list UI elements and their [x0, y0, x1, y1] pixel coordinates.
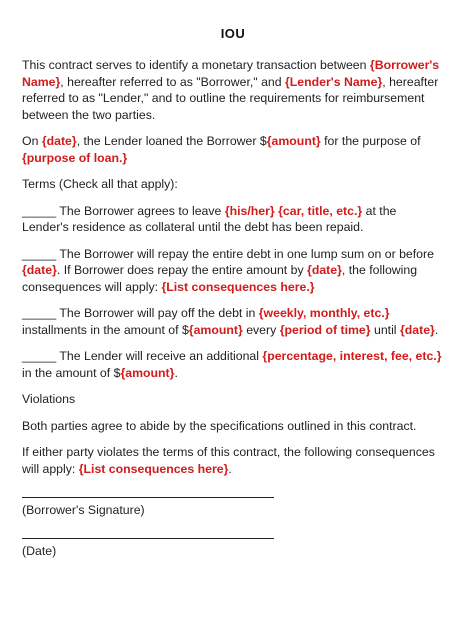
violation-consequences-placeholder: {List consequences here}: [78, 461, 229, 476]
installment-date-placeholder: {date}: [399, 322, 435, 337]
intro-paragraph: [22, 57, 444, 123]
term-lump-sum-text-2: . If Borrower does repay the entire amount by: [56, 263, 308, 277]
loan-text-2: , the Lender loaned the Borrower $: [76, 134, 267, 148]
term-installments-text-1: The Borrower will pay off the debt in: [56, 306, 259, 320]
intro-text-2: , hereafter referred to as "Borrower," and: [60, 74, 285, 89]
term-lump-sum-text-1: The Borrower will repay the entire debt in one lump sum on or before: [56, 246, 434, 261]
term-installments-text-2: installments in the amount of $: [22, 322, 189, 337]
additional-type-placeholder: {percentage, interest, fee, etc.}: [262, 349, 442, 363]
loan-text-1: On: [22, 134, 42, 148]
term-installments-text-3: every: [242, 322, 280, 337]
term-additional-text-1: The Lender will receive an additional: [56, 349, 263, 363]
term-additional-text-2: in the amount of $: [22, 365, 121, 380]
violations-heading: Violations: [22, 392, 76, 406]
loan-purpose-placeholder: {purpose of loan.}: [22, 150, 128, 165]
borrower-signature-line[interactable]: [22, 497, 274, 498]
term-installments: [22, 305, 444, 338]
term-lump-sum-text-3: , the following consequences will apply:: [22, 263, 418, 294]
loan-paragraph: [22, 133, 444, 166]
date-line[interactable]: [22, 538, 274, 539]
date-label: (Date): [22, 544, 57, 558]
lump-sum-date-2-placeholder: {date}: [307, 263, 342, 277]
violation-paragraph: [22, 444, 444, 477]
term-installments-text-5: .: [434, 322, 439, 337]
lump-sum-date-placeholder: {date}: [22, 263, 57, 277]
additional-amount-placeholder: {amount}: [120, 365, 175, 380]
terms-heading: Terms (Check all that apply):: [22, 177, 178, 191]
intro-text-3: , hereafter referred to as "Lender," and to outline the requirements for reimbursement between the two parties.: [22, 74, 439, 122]
document-title: IOU: [220, 26, 246, 41]
term-collateral-checkbox-blank[interactable]: _____: [22, 203, 57, 218]
agreement-paragraph: Both parties agree to abide by the specifications outlined in this contract.: [22, 418, 417, 433]
pronoun-placeholder: {his/her}: [224, 203, 275, 218]
term-additional: [22, 348, 444, 381]
intro-text-1: This contract serves to identify a monetary transaction between: [22, 58, 370, 72]
term-additional-text-3: .: [174, 365, 178, 380]
violation-text-2: .: [228, 461, 232, 476]
lender-name-placeholder: {Lender's Name}: [285, 74, 383, 89]
borrower-name-placeholder: {Borrower's Name}: [22, 58, 440, 89]
term-lump-sum: [22, 246, 444, 296]
borrower-signature-label: (Borrower's Signature): [22, 503, 145, 517]
violation-text-1: If either party violates the terms of this contract, the following consequences will apply:: [22, 445, 435, 476]
loan-date-placeholder: {date}: [41, 134, 77, 148]
frequency-placeholder: {weekly, monthly, etc.}: [258, 306, 390, 320]
term-installments-text-4: until: [370, 322, 400, 337]
term-installments-checkbox-blank[interactable]: _____: [22, 306, 57, 320]
collateral-placeholder: {car, title, etc.}: [278, 203, 363, 218]
period-placeholder: {period of time}: [279, 322, 371, 337]
lump-sum-consequences-placeholder: {List consequences here.}: [161, 279, 315, 294]
term-collateral-text-1: The Borrower agrees to leave: [56, 203, 225, 218]
loan-amount-placeholder: {amount}: [266, 134, 321, 148]
loan-text-3: for the purpose of: [320, 134, 421, 148]
term-lump-sum-checkbox-blank[interactable]: _____: [22, 246, 57, 261]
term-collateral-text-3: at the Lender's residence as collateral until the debt has been repaid.: [22, 203, 397, 234]
installment-amount-placeholder: {amount}: [188, 322, 243, 337]
term-additional-checkbox-blank[interactable]: _____: [22, 349, 57, 363]
term-collateral: [22, 203, 444, 236]
